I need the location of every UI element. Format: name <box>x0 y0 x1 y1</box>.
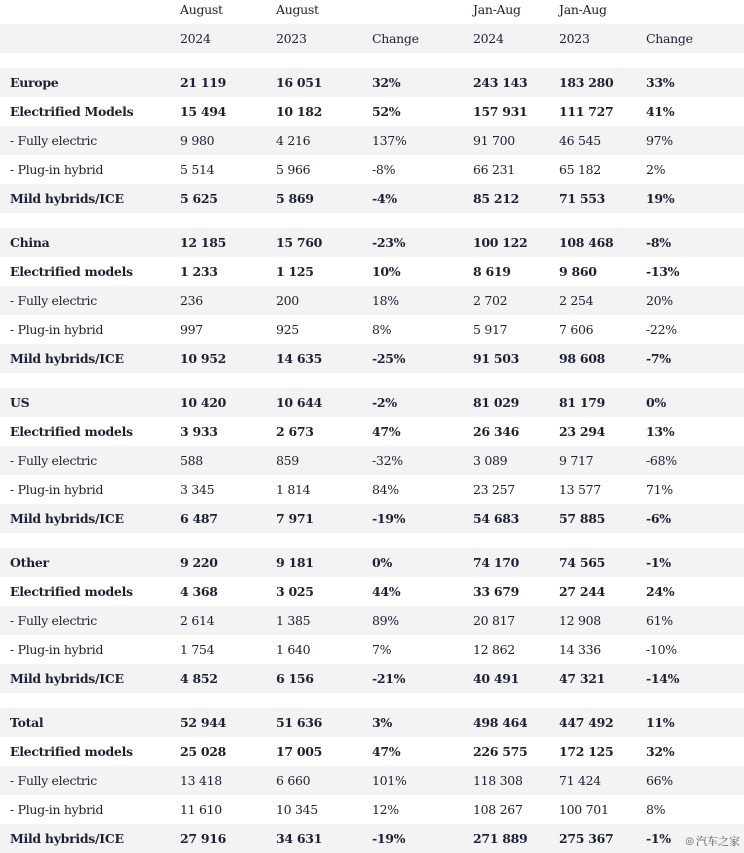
cell-aug-2024: 1 754 <box>180 642 215 657</box>
cell-label: Mild hybrids/ICE <box>10 511 124 526</box>
cell-ytd-change: 8% <box>646 802 666 817</box>
table-row <box>0 68 744 97</box>
cell-ytd-2023: 23 294 <box>559 424 606 439</box>
cell-label: Mild hybrids/ICE <box>10 671 124 686</box>
cell-label: - Plug-in hybrid <box>10 322 104 337</box>
cell-ytd-2024: 498 464 <box>473 715 528 730</box>
cell-ytd-2023: 13 577 <box>559 482 601 497</box>
cell-aug-2024: 10 952 <box>180 351 227 366</box>
cell-ytd-2023: 9 860 <box>559 264 597 279</box>
cell-label: - Plug-in hybrid <box>10 642 104 657</box>
cell-label: Other <box>10 555 49 570</box>
table-body <box>0 53 744 853</box>
cell-aug-change: 7% <box>372 642 392 657</box>
cell-aug-change: 101% <box>372 773 407 788</box>
cell-aug-2024: 15 494 <box>180 104 227 119</box>
cell-aug-2023: 200 <box>276 293 299 308</box>
cell-ytd-2023: 47 321 <box>559 671 606 686</box>
table-row <box>0 228 744 257</box>
cell-label: US <box>10 395 30 410</box>
cell-ytd-change: -8% <box>646 235 671 250</box>
header-year-2024-ytd: 2024 <box>473 31 504 46</box>
cell-aug-2024: 27 916 <box>180 831 227 846</box>
cell-label: Europe <box>10 75 59 90</box>
cell-ytd-2024: 23 257 <box>473 482 515 497</box>
cell-ytd-2024: 81 029 <box>473 395 520 410</box>
header-period-jan-aug-2023: Jan-Aug <box>559 2 607 17</box>
cell-aug-change: 84% <box>372 482 399 497</box>
cell-aug-2024: 9 980 <box>180 133 215 148</box>
cell-aug-2024: 13 418 <box>180 773 222 788</box>
cell-aug-2023: 925 <box>276 322 299 337</box>
cell-label: Total <box>10 715 44 730</box>
cell-ytd-change: -1% <box>646 831 671 846</box>
table-row <box>0 795 744 824</box>
cell-aug-2024: 5 514 <box>180 162 215 177</box>
cell-aug-2023: 6 660 <box>276 773 311 788</box>
cell-ytd-change: 2% <box>646 162 666 177</box>
cell-ytd-2023: 275 367 <box>559 831 614 846</box>
table-row <box>0 664 744 693</box>
cell-aug-change: 52% <box>372 104 401 119</box>
cell-aug-2023: 10 644 <box>276 395 323 410</box>
cell-aug-2024: 52 944 <box>180 715 227 730</box>
cell-ytd-2024: 26 346 <box>473 424 520 439</box>
cell-ytd-2023: 9 717 <box>559 453 594 468</box>
cell-ytd-2024: 20 817 <box>473 613 515 628</box>
table-row <box>0 824 744 853</box>
cell-ytd-change: 24% <box>646 584 675 599</box>
cell-ytd-change: -68% <box>646 453 677 468</box>
cell-ytd-change: 13% <box>646 424 675 439</box>
cell-aug-2023: 3 025 <box>276 584 314 599</box>
cell-ytd-change: 33% <box>646 75 675 90</box>
cell-ytd-2024: 91 503 <box>473 351 520 366</box>
cell-aug-2024: 3 933 <box>180 424 218 439</box>
cell-ytd-2024: 5 917 <box>473 322 508 337</box>
header-change-august: Change <box>372 31 419 46</box>
cell-label: Electrified models <box>10 744 133 759</box>
cell-label: - Plug-in hybrid <box>10 802 104 817</box>
cell-aug-2023: 10 345 <box>276 802 318 817</box>
cell-ytd-2023: 14 336 <box>559 642 601 657</box>
cell-label: Electrified Models <box>10 104 134 119</box>
cell-aug-change: -21% <box>372 671 406 686</box>
table-row <box>0 635 744 664</box>
cell-aug-2024: 2 614 <box>180 613 215 628</box>
cell-ytd-2023: 183 280 <box>559 75 614 90</box>
cell-label: Mild hybrids/ICE <box>10 831 124 846</box>
cell-aug-change: 18% <box>372 293 399 308</box>
cell-aug-2024: 5 625 <box>180 191 218 206</box>
cell-aug-change: 137% <box>372 133 407 148</box>
header-year-2023-august: 2023 <box>276 31 307 46</box>
watermark-text: 汽车之家 <box>696 835 740 848</box>
table-row <box>0 417 744 446</box>
header-year-2024-august: 2024 <box>180 31 211 46</box>
cell-aug-2024: 1 233 <box>180 264 218 279</box>
cell-aug-2024: 9 220 <box>180 555 218 570</box>
cell-label: Electrified models <box>10 584 133 599</box>
header-change-ytd: Change <box>646 31 693 46</box>
cell-ytd-change: 20% <box>646 293 673 308</box>
cell-aug-2023: 15 760 <box>276 235 323 250</box>
cell-ytd-2024: 271 889 <box>473 831 528 846</box>
cell-aug-change: -25% <box>372 351 406 366</box>
cell-aug-change: -4% <box>372 191 397 206</box>
table-row <box>0 126 744 155</box>
cell-aug-change: -19% <box>372 511 406 526</box>
section-spacer <box>0 53 744 68</box>
cell-aug-change: 8% <box>372 322 392 337</box>
cell-aug-2023: 51 636 <box>276 715 323 730</box>
cell-aug-2024: 25 028 <box>180 744 227 759</box>
table-row <box>0 606 744 635</box>
cell-ytd-2024: 66 231 <box>473 162 515 177</box>
cell-aug-change: 12% <box>372 802 399 817</box>
cell-aug-2024: 997 <box>180 322 203 337</box>
cell-ytd-2024: 157 931 <box>473 104 528 119</box>
table-row <box>0 766 744 795</box>
cell-ytd-2023: 74 565 <box>559 555 606 570</box>
cell-aug-2023: 6 156 <box>276 671 314 686</box>
cell-ytd-change: 19% <box>646 191 675 206</box>
cell-ytd-change: -10% <box>646 642 677 657</box>
cell-aug-change: 3% <box>372 715 392 730</box>
cell-aug-2023: 859 <box>276 453 299 468</box>
cell-ytd-2024: 3 089 <box>473 453 508 468</box>
table-row <box>0 315 744 344</box>
cell-aug-change: -32% <box>372 453 403 468</box>
cell-aug-change: 47% <box>372 744 401 759</box>
cell-ytd-2024: 85 212 <box>473 191 520 206</box>
cell-aug-2024: 3 345 <box>180 482 215 497</box>
cell-ytd-change: 71% <box>646 482 673 497</box>
cell-label: China <box>10 235 50 250</box>
cell-aug-2024: 236 <box>180 293 203 308</box>
cell-label: - Fully electric <box>10 773 97 788</box>
cell-aug-2023: 10 182 <box>276 104 323 119</box>
cell-ytd-change: 66% <box>646 773 673 788</box>
header-year-2023-ytd: 2023 <box>559 31 590 46</box>
cell-aug-2024: 12 185 <box>180 235 227 250</box>
table-row <box>0 155 744 184</box>
cell-ytd-change: 0% <box>646 395 666 410</box>
watermark <box>685 833 740 849</box>
table-row <box>0 504 744 533</box>
cell-aug-change: 10% <box>372 264 401 279</box>
cell-ytd-2023: 7 606 <box>559 322 594 337</box>
cell-aug-change: -23% <box>372 235 406 250</box>
cell-aug-2023: 17 005 <box>276 744 323 759</box>
cell-ytd-change: 41% <box>646 104 675 119</box>
cell-aug-2023: 1 385 <box>276 613 311 628</box>
cell-aug-2024: 11 610 <box>180 802 222 817</box>
cell-ytd-2024: 243 143 <box>473 75 528 90</box>
cell-ytd-change: -14% <box>646 671 680 686</box>
table-row <box>0 388 744 417</box>
cell-aug-change: 44% <box>372 584 401 599</box>
cell-ytd-2023: 111 727 <box>559 104 614 119</box>
table-row <box>0 97 744 126</box>
cell-aug-change: -8% <box>372 162 396 177</box>
cell-aug-2024: 6 487 <box>180 511 218 526</box>
cell-aug-2024: 10 420 <box>180 395 227 410</box>
cell-ytd-change: 97% <box>646 133 673 148</box>
cell-aug-2023: 1 125 <box>276 264 314 279</box>
cell-aug-change: 32% <box>372 75 401 90</box>
table-row <box>0 577 744 606</box>
table-row <box>0 548 744 577</box>
table-row <box>0 257 744 286</box>
cell-ytd-2024: 40 491 <box>473 671 520 686</box>
cell-ytd-2024: 8 619 <box>473 264 511 279</box>
header-row-period <box>0 0 744 24</box>
cell-label: - Fully electric <box>10 453 97 468</box>
cell-aug-2023: 16 051 <box>276 75 323 90</box>
cell-aug-2023: 1 814 <box>276 482 311 497</box>
cell-ytd-change: -22% <box>646 322 677 337</box>
cell-ytd-2023: 98 608 <box>559 351 606 366</box>
cell-label: Mild hybrids/ICE <box>10 351 124 366</box>
cell-label: Mild hybrids/ICE <box>10 191 124 206</box>
cell-aug-2023: 2 673 <box>276 424 314 439</box>
cell-ytd-2023: 172 125 <box>559 744 614 759</box>
cell-ytd-2023: 100 701 <box>559 802 609 817</box>
cell-ytd-change: 61% <box>646 613 673 628</box>
cell-aug-2023: 1 640 <box>276 642 311 657</box>
cell-aug-change: -19% <box>372 831 406 846</box>
cell-ytd-2024: 226 575 <box>473 744 528 759</box>
cell-ytd-2024: 33 679 <box>473 584 520 599</box>
cell-ytd-2023: 2 254 <box>559 293 594 308</box>
cell-label: - Fully electric <box>10 613 97 628</box>
header-period-jan-aug-2024: Jan-Aug <box>473 2 521 17</box>
cell-ytd-2024: 54 683 <box>473 511 520 526</box>
cell-ytd-2023: 71 424 <box>559 773 601 788</box>
cell-aug-2023: 14 635 <box>276 351 323 366</box>
cell-aug-2024: 4 852 <box>180 671 218 686</box>
table-row <box>0 737 744 766</box>
cell-ytd-2023: 57 885 <box>559 511 606 526</box>
section-spacer <box>0 693 744 708</box>
cell-aug-2023: 5 966 <box>276 162 311 177</box>
table-row <box>0 708 744 737</box>
cell-ytd-change: -13% <box>646 264 680 279</box>
cell-ytd-2024: 74 170 <box>473 555 520 570</box>
cell-aug-2023: 5 869 <box>276 191 314 206</box>
cell-ytd-2023: 81 179 <box>559 395 606 410</box>
cell-aug-change: 47% <box>372 424 401 439</box>
cell-ytd-2023: 46 545 <box>559 133 601 148</box>
cell-label: - Fully electric <box>10 293 97 308</box>
cell-ytd-2023: 108 468 <box>559 235 614 250</box>
table-row <box>0 446 744 475</box>
cell-ytd-2023: 447 492 <box>559 715 614 730</box>
section-spacer <box>0 533 744 548</box>
cell-ytd-change: 32% <box>646 744 675 759</box>
cell-ytd-change: -1% <box>646 555 671 570</box>
cell-label: - Plug-in hybrid <box>10 162 104 177</box>
cell-label: Electrified models <box>10 424 133 439</box>
section-spacer <box>0 213 744 228</box>
cell-aug-2023: 9 181 <box>276 555 314 570</box>
cell-ytd-2024: 118 308 <box>473 773 523 788</box>
cell-aug-2024: 588 <box>180 453 203 468</box>
header-period-august-2024: August <box>180 2 223 17</box>
cell-label: - Fully electric <box>10 133 97 148</box>
cell-aug-change: 0% <box>372 555 392 570</box>
cell-aug-change: -2% <box>372 395 397 410</box>
cell-ytd-2023: 12 908 <box>559 613 601 628</box>
autohome-logo-icon: ◎ <box>685 835 694 847</box>
table-row <box>0 286 744 315</box>
cell-aug-2024: 4 368 <box>180 584 218 599</box>
cell-aug-change: 89% <box>372 613 399 628</box>
cell-ytd-2023: 71 553 <box>559 191 606 206</box>
table-row <box>0 475 744 504</box>
cell-ytd-2024: 91 700 <box>473 133 515 148</box>
cell-ytd-2023: 65 182 <box>559 162 601 177</box>
cell-ytd-2024: 100 122 <box>473 235 528 250</box>
cell-ytd-2024: 2 702 <box>473 293 508 308</box>
header-period-august-2023: August <box>276 2 319 17</box>
cell-ytd-2024: 12 862 <box>473 642 515 657</box>
section-spacer <box>0 373 744 388</box>
cell-label: - Plug-in hybrid <box>10 482 104 497</box>
cell-aug-2024: 21 119 <box>180 75 227 90</box>
cell-aug-2023: 4 216 <box>276 133 311 148</box>
cell-ytd-2024: 108 267 <box>473 802 523 817</box>
table-row <box>0 184 744 213</box>
cell-ytd-2023: 27 244 <box>559 584 606 599</box>
cell-ytd-change: 11% <box>646 715 675 730</box>
cell-ytd-change: -7% <box>646 351 671 366</box>
cell-aug-2023: 7 971 <box>276 511 314 526</box>
cell-ytd-change: -6% <box>646 511 671 526</box>
table-row <box>0 344 744 373</box>
cell-label: Electrified models <box>10 264 133 279</box>
cell-aug-2023: 34 631 <box>276 831 323 846</box>
header-row-year <box>0 24 744 53</box>
